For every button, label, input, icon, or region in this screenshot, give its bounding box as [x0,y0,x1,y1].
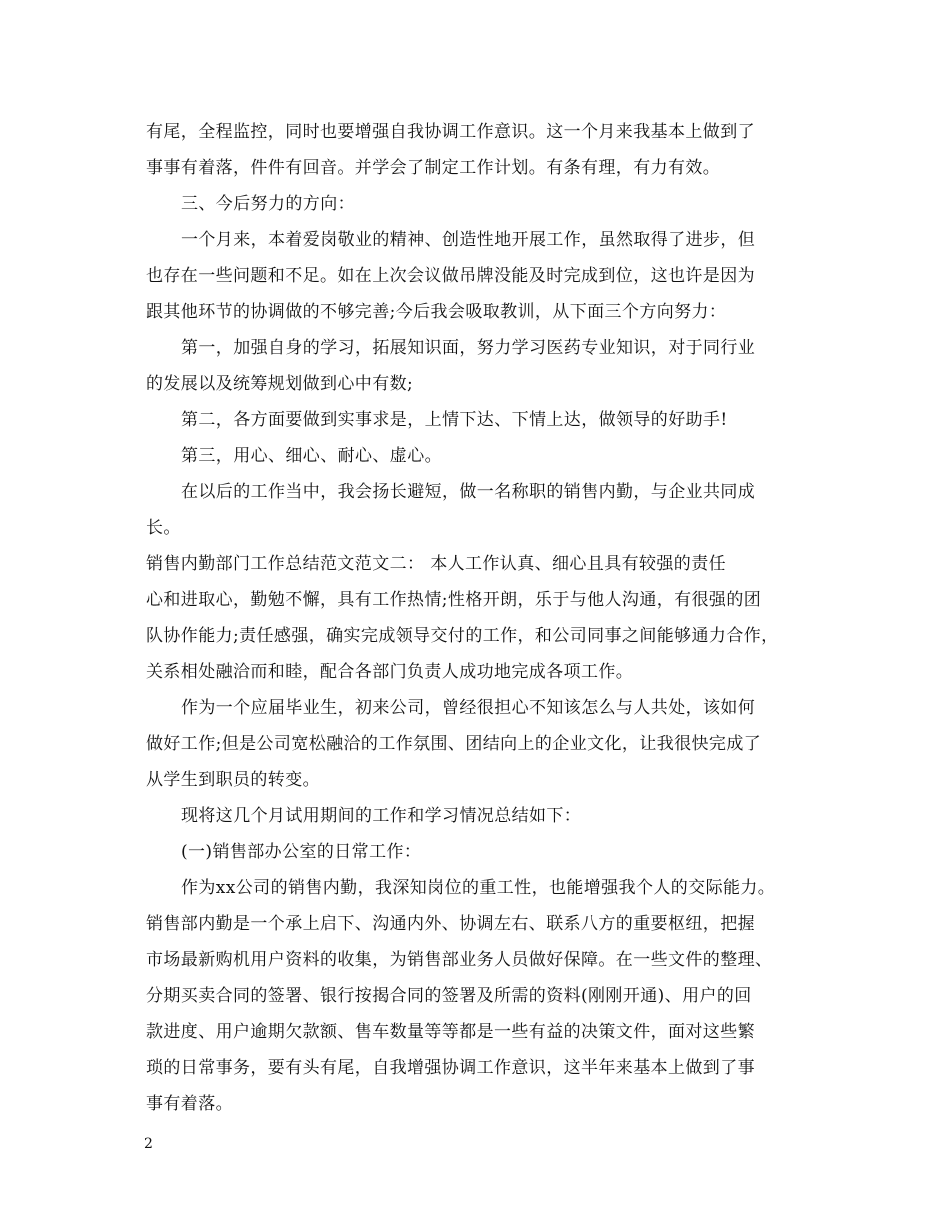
text-line: 第三，用心、细心、耐心、虚心。 [181,446,442,466]
text-line: 的发展以及统筹规划做到心中有数; [146,374,414,394]
text-line: 一个月来，本着爱岗敬业的精神、创造性地开展工作，虽然取得了进步，但 [181,230,756,250]
text-line: 心和进取心，勤勉不懈，具有工作热情;性格开朗，乐于与他人沟通，有很强的团 [146,590,762,610]
text-line: 做好工作;但是公司宽松融洽的工作氛围、团结向上的企业文化，让我很快完成了 [146,734,762,754]
text-line: 有尾，全程监控，同时也要增强自我协调工作意识。这一个月来我基本上做到了 [146,122,755,142]
text-line: 事有着落。 [146,1094,233,1114]
text-line: 关系相处融洽而和睦，配合各部门负责人成功地完成各项工作。 [146,662,634,682]
text-line: 分期买卖合同的签署、银行按揭合同的签署及所需的资料(刚刚开通)、用户的回 [146,986,752,1006]
section-heading: 三、今后努力的方向： [181,194,355,214]
text-line: 第二，各方面要做到实事求是，上情下达、下情上达，做领导的好助手! [181,410,728,430]
text-line: 现将这几个月试用期间的工作和学习情况总结如下： [181,806,582,826]
text-line: 作为一个应届毕业生，初来公司，曾经很担心不知该怎么与人共处，该如何 [181,698,756,718]
text-line: 也存在一些问题和不足。如在上次会议做吊牌没能及时完成到位，这也许是因为 [146,266,755,286]
page-number: 2 [144,1136,153,1152]
text-line: 琐的日常事务，要有头有尾，自我增强协调工作意识，这半年来基本上做到了事 [146,1058,755,1078]
text-line: 队协作能力;责任感强，确实完成领导交付的工作，和公司同事之间能够通力合作， [146,626,779,646]
text-line: 销售部内勤是一个承上启下、沟通内外、协调左右、联系八方的重要枢纽，把握 [146,914,755,934]
text-line: 款进度、用户逾期欠款额、售车数量等等都是一些有益的决策文件，面对这些繁 [146,1022,755,1042]
text-line: 从学生到职员的转变。 [146,770,320,790]
text-line: 事事有着落，件件有回音。并学会了制定工作计划。有条有理，有力有效。 [146,158,721,178]
text-line: 长。 [146,518,181,538]
section-heading: (一)销售部办公室的日常工作： [181,842,422,862]
text-line: 第一，加强自身的学习，拓展知识面，努力学习医药专业知识，对于同行业 [181,338,756,358]
text-line: 作为xx公司的销售内勤，我深知岗位的重工性，也能增强我个人的交际能力。 [181,878,776,898]
text-line: 在以后的工作当中，我会扬长避短，做一名称职的销售内勤，与企业共同成 [181,482,756,502]
text-line: 销售内勤部门工作总结范文范文二： 本人工作认真、细心且具有较强的责任 [146,554,727,574]
text-line: 市场最新购机用户资料的收集，为销售部业务人员做好保障。在一些文件的整理、 [146,950,773,970]
text-line: 跟其他环节的协调做的不够完善;今后我会吸取教训，从下面三个方向努力： [146,302,727,322]
